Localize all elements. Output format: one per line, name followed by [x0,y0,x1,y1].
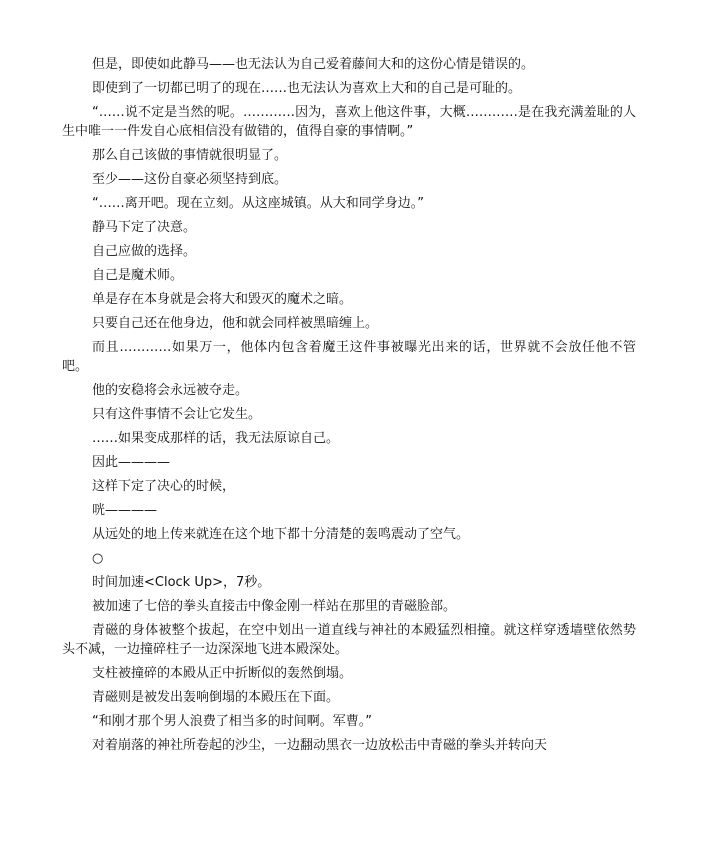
paragraph: 即使到了一切都已明了的现在……也无法认为喜欢上大和的自己是可耻的。 [92,81,522,96]
paragraph: 因此———— [92,455,171,470]
paragraph: 自己应做的选择。 [92,244,197,259]
paragraph: 但是，即使如此静马——也无法认为自己爱着藤间大和的这份心情是错误的。 [92,57,535,72]
paragraph: 对着崩落的神社所卷起的沙尘，一边翻动黑衣一边放松击中青磁的拳头并转向天 [92,738,548,753]
paragraph: 而且…………如果万一，他体内包含着魔王这件事被曝光出来的话，世界就不会放任他不管吧。 [62,340,636,374]
paragraph: 被加速了七倍的拳头直接击中像金刚一样站在那里的青磁脸部。 [92,599,457,614]
paragraph: ……如果变成那样的话，我无法原谅自己。 [92,431,340,446]
paragraph: 时间加速<Clock Up>，7秒。 [92,575,271,590]
paragraph: 青磁则是被发出轰响倒塌的本殿压在下面。 [92,690,340,705]
paragraph: 青磁的身体被整个拔起，在空中划出一道直线与神社的本殿猛烈相撞。就这样穿透墙壁依然势头不减，一边撞碎柱子一边深深地飞进本殿深处。 [62,623,636,657]
paragraph: 只有这件事情不会让它发生。 [92,407,262,422]
paragraph: 他的安稳将会永远被夺走。 [92,383,249,398]
paragraph: 咣———— [92,503,158,518]
paragraph: 这样下定了决心的时候， [92,479,236,494]
paragraph: “……离开吧。现在立刻。从这座城镇。从大和同学身边。” [92,196,424,211]
paragraph: 至少——这份自豪必须坚持到底。 [92,172,288,187]
paragraph: 单是存在本身就是会将大和毁灭的魔术之暗。 [92,292,353,307]
paragraph: 静马下定了决意。 [92,220,197,235]
paragraph: “和刚才那个男人浪费了相当多的时间啊。军曹。” [92,714,372,729]
paragraph: 从远处的地上传来就连在这个地下都十分清楚的轰鸣震动了空气。 [92,527,470,542]
paragraph: 只要自己还在他身边，他和就会同样被黑暗缠上。 [92,316,379,331]
paragraph: 自己是魔术师。 [92,268,184,283]
scene-break-marker: ○ [92,551,104,566]
paragraph: “……说不定是当然的呢。…………因为，喜欢上他这件事，大概…………是在我充满羞耻的人生中唯一一件发自心底相信没有做错的，值得自豪的事情啊。” [62,105,636,139]
paragraph: 那么自己该做的事情就很明显了。 [92,148,288,163]
paragraph: 支柱被撞碎的本殿从正中折断似的轰然倒塌。 [92,666,353,681]
